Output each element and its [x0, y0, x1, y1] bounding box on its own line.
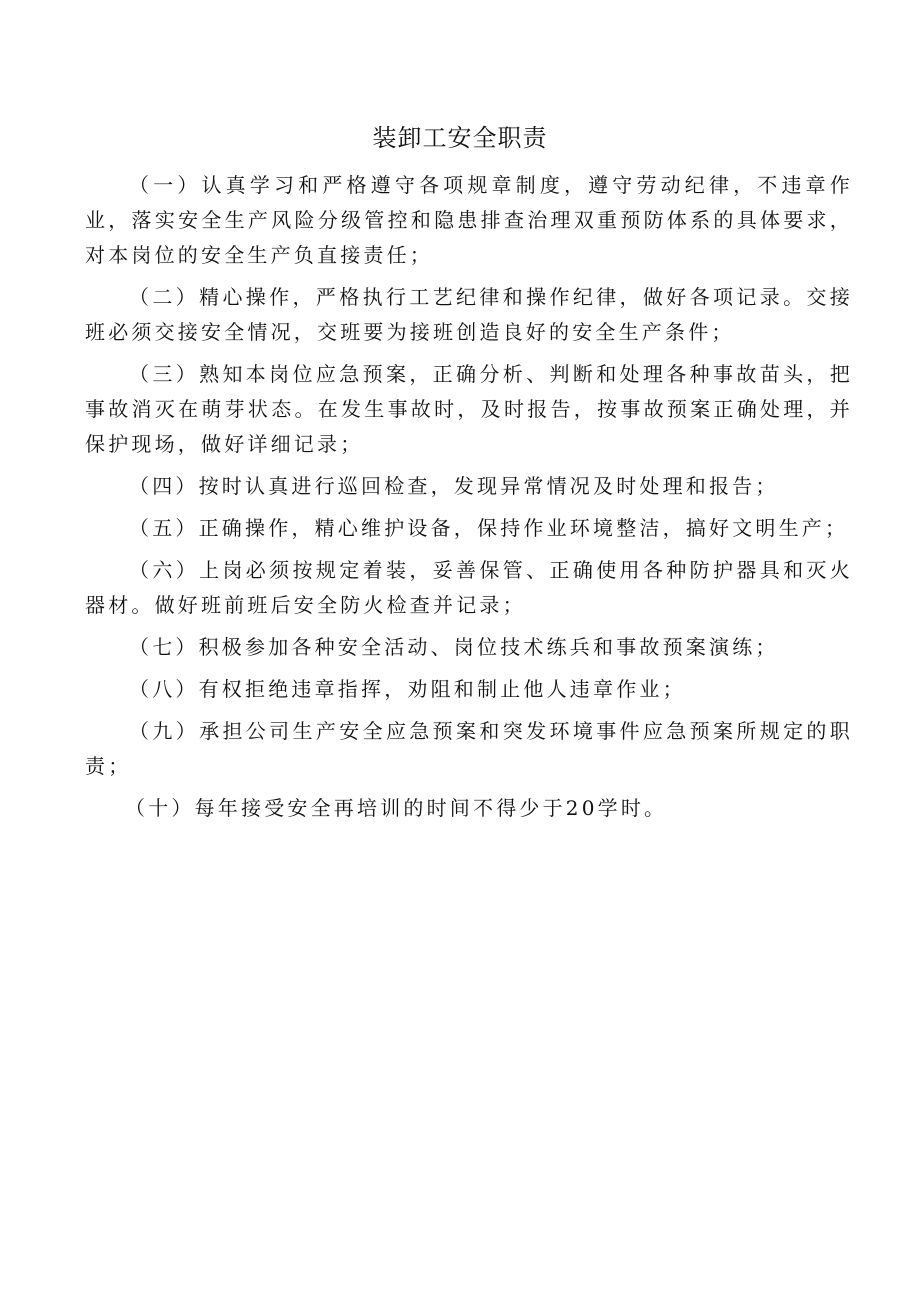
- document-body: [85, 168, 853, 833]
- paragraph-1: （一）认真学习和严格遵守各项规章制度，遵守劳动纪律，不违章作业，落实安全生产风险分级管控和隐患排查治理双重预防体系的具体要求，对本岗位的安全生产负直接责任；: [85, 173, 853, 267]
- paragraph-8: （八）有权拒绝违章指挥，劝阻和制止他人违章作业；: [129, 677, 686, 701]
- paragraph-5: （五）正确操作，精心维护设备，保持作业环境整洁，搞好文明生产；: [129, 516, 849, 540]
- paragraph-10: （十）每年接受安全再培训的时间不得少于20学时。: [125, 796, 668, 820]
- paragraph-7: （七）积极参加各种安全活动、岗位技术练兵和事故预案演练；: [129, 635, 779, 659]
- paragraph-9: （九）承担公司生产安全应急预案和突发环境事件应急预案所规定的职责；: [85, 719, 853, 778]
- paragraph-3: （三）熟知本岗位应急预案，正确分析、判断和处理各种事故苗头，把事故消灭在萌芽状态。在发生事故时，及时报告，按事故预案正确处理，并保护现场，做好详细记录；: [85, 362, 853, 456]
- paragraph-6: （六）上岗必须按规定着装，妥善保管、正确使用各种防护器具和灭火器材。做好班前班后安全防火检查并记录；: [85, 558, 853, 617]
- page-title: 装卸工安全职责: [372, 124, 548, 152]
- paragraph-2: （二）精心操作，严格执行工艺纪律和操作纪律，做好各项记录。交接班必须交接安全情况，交班要为接班创造良好的安全生产条件；: [85, 285, 853, 344]
- paragraph-4: （四）按时认真进行巡回检查，发现异常情况及时处理和报告；: [129, 474, 779, 498]
